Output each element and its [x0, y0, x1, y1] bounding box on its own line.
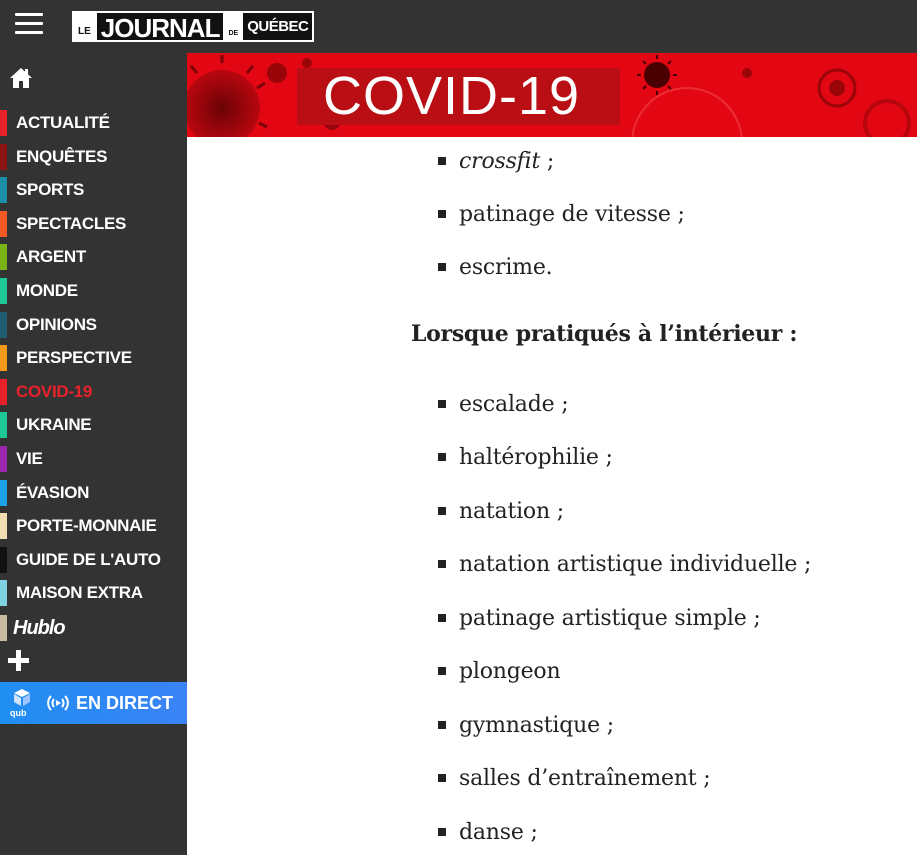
- sidebar-item-color-bar: [0, 379, 7, 405]
- logo-journal: JOURNAL: [95, 11, 226, 42]
- site-logo[interactable]: [72, 11, 314, 42]
- plus-icon[interactable]: [8, 650, 30, 672]
- qub-label: qub: [10, 708, 27, 718]
- sidebar-item-label: ACTUALITÉ: [16, 113, 110, 132]
- logo-le: LE: [72, 11, 95, 42]
- list-item-text: patinage de vitesse ;: [459, 201, 685, 227]
- list-item-text: salles d’entraînement ;: [459, 765, 711, 791]
- sidebar-item-vasion[interactable]: [0, 479, 187, 507]
- sidebar-item-label: ÉVASION: [16, 483, 90, 502]
- bullet: [438, 667, 446, 675]
- bullet: [438, 614, 446, 622]
- list-item: [438, 496, 564, 526]
- section-heading: Lorsque pratiqués à l’intérieur :: [411, 321, 798, 347]
- live-label: EN DIRECT: [76, 692, 174, 713]
- list-item: [438, 603, 761, 633]
- sidebar-item-perspective[interactable]: [0, 344, 187, 372]
- sidebar-item-enqu-tes[interactable]: [0, 143, 187, 171]
- sidebar-item-opinions[interactable]: [0, 311, 187, 339]
- logo-de: DE: [225, 11, 241, 42]
- sidebar-item-color-bar: [0, 244, 7, 270]
- sidebar-item-label: PERSPECTIVE: [16, 348, 132, 367]
- sidebar-item-color-bar: [0, 580, 7, 606]
- covid-banner: [187, 53, 917, 137]
- list-item-text: natation ;: [459, 498, 564, 524]
- bullet: [438, 560, 446, 568]
- top-bar: [0, 0, 917, 53]
- sidebar-item-label: ARGENT: [16, 247, 86, 266]
- menu-icon[interactable]: [15, 13, 43, 37]
- sidebar: [0, 53, 187, 855]
- bullet: [438, 453, 446, 461]
- bullet: [438, 507, 446, 515]
- sidebar-item-label: MAISON EXTRA: [16, 583, 143, 602]
- list-item-text: gymnastique ;: [459, 712, 614, 738]
- sidebar-item-hublo[interactable]: [0, 614, 187, 642]
- sidebar-item-color-bar: [0, 345, 7, 371]
- banner-title: COVID-19: [323, 66, 581, 126]
- sidebar-item-label: COVID-19: [16, 382, 93, 401]
- sidebar-item-color-bar: [0, 615, 7, 641]
- bullet: [438, 721, 446, 729]
- list-item: [438, 549, 811, 579]
- qub-cube-icon: [13, 689, 31, 707]
- list-item-text: haltérophilie ;: [459, 444, 613, 470]
- bullet: [438, 828, 446, 836]
- sidebar-item-label: UKRAINE: [16, 415, 92, 434]
- sidebar-item-color-bar: [0, 547, 7, 573]
- sidebar-item-ukraine[interactable]: [0, 411, 187, 439]
- list-item-text: natation artistique individuelle ;: [459, 551, 812, 577]
- sidebar-item-color-bar: [0, 211, 7, 237]
- bullet: [438, 400, 446, 408]
- list-item: [438, 710, 614, 740]
- list-item-text: patinage artistique simple ;: [459, 605, 761, 631]
- list-item-text: escalade ;: [459, 391, 569, 417]
- list-item: [438, 763, 710, 793]
- list-item: [438, 199, 685, 229]
- sidebar-item-porte-monnaie[interactable]: [0, 512, 187, 540]
- qub-logo: [10, 687, 34, 719]
- sidebar-item-color-bar: [0, 513, 7, 539]
- sidebar-item-color-bar: [0, 480, 7, 506]
- sidebar-item-label: PORTE-MONNAIE: [16, 516, 157, 535]
- sidebar-item-label: VIE: [16, 449, 43, 468]
- sidebar-item-color-bar: [0, 278, 7, 304]
- sidebar-item-label: GUIDE DE L'AUTO: [16, 550, 161, 569]
- logo-quebec: QUÉBEC: [241, 11, 314, 42]
- list-item: [438, 389, 568, 419]
- list-item-text: danse ;: [459, 819, 538, 845]
- sidebar-item-label: Hublo: [13, 616, 65, 639]
- bullet: [438, 157, 446, 165]
- list-item: [438, 817, 538, 847]
- sidebar-item-sports[interactable]: [0, 176, 187, 204]
- sidebar-item-guide-de-l-auto[interactable]: [0, 546, 187, 574]
- bullet: [438, 263, 446, 271]
- sidebar-item-label: SPORTS: [16, 180, 85, 199]
- list-item: [438, 146, 554, 176]
- sidebar-item-color-bar: [0, 412, 7, 438]
- sidebar-item-color-bar: [0, 312, 7, 338]
- bullet: [438, 774, 446, 782]
- sidebar-item-label: SPECTACLES: [16, 214, 127, 233]
- sidebar-item-color-bar: [0, 144, 7, 170]
- sidebar-item-color-bar: [0, 177, 7, 203]
- sidebar-item-color-bar: [0, 110, 7, 136]
- list-item-text: crossfit ;: [459, 148, 555, 174]
- sidebar-item-maison-extra[interactable]: [0, 579, 187, 607]
- sidebar-item-vie[interactable]: [0, 445, 187, 473]
- list-item: [438, 656, 560, 686]
- sidebar-item-actualit[interactable]: [0, 109, 187, 137]
- sidebar-item-monde[interactable]: [0, 277, 187, 305]
- list-item-text: escrime.: [459, 254, 553, 280]
- sidebar-item-label: MONDE: [16, 281, 78, 300]
- sidebar-item-color-bar: [0, 446, 7, 472]
- sidebar-item-spectacles[interactable]: [0, 210, 187, 238]
- article-body: [187, 137, 917, 855]
- sidebar-item-label: ENQUÊTES: [16, 147, 108, 166]
- list-item-text: plongeon: [459, 658, 561, 684]
- bullet: [438, 210, 446, 218]
- list-item: [438, 252, 552, 282]
- sidebar-item-covid-19[interactable]: [0, 378, 187, 406]
- home-icon[interactable]: [9, 67, 33, 89]
- live-button[interactable]: [0, 682, 187, 724]
- broadcast-icon: [46, 692, 70, 714]
- list-item: [438, 442, 613, 472]
- sidebar-item-argent[interactable]: [0, 243, 187, 271]
- sidebar-item-label: OPINIONS: [16, 315, 97, 334]
